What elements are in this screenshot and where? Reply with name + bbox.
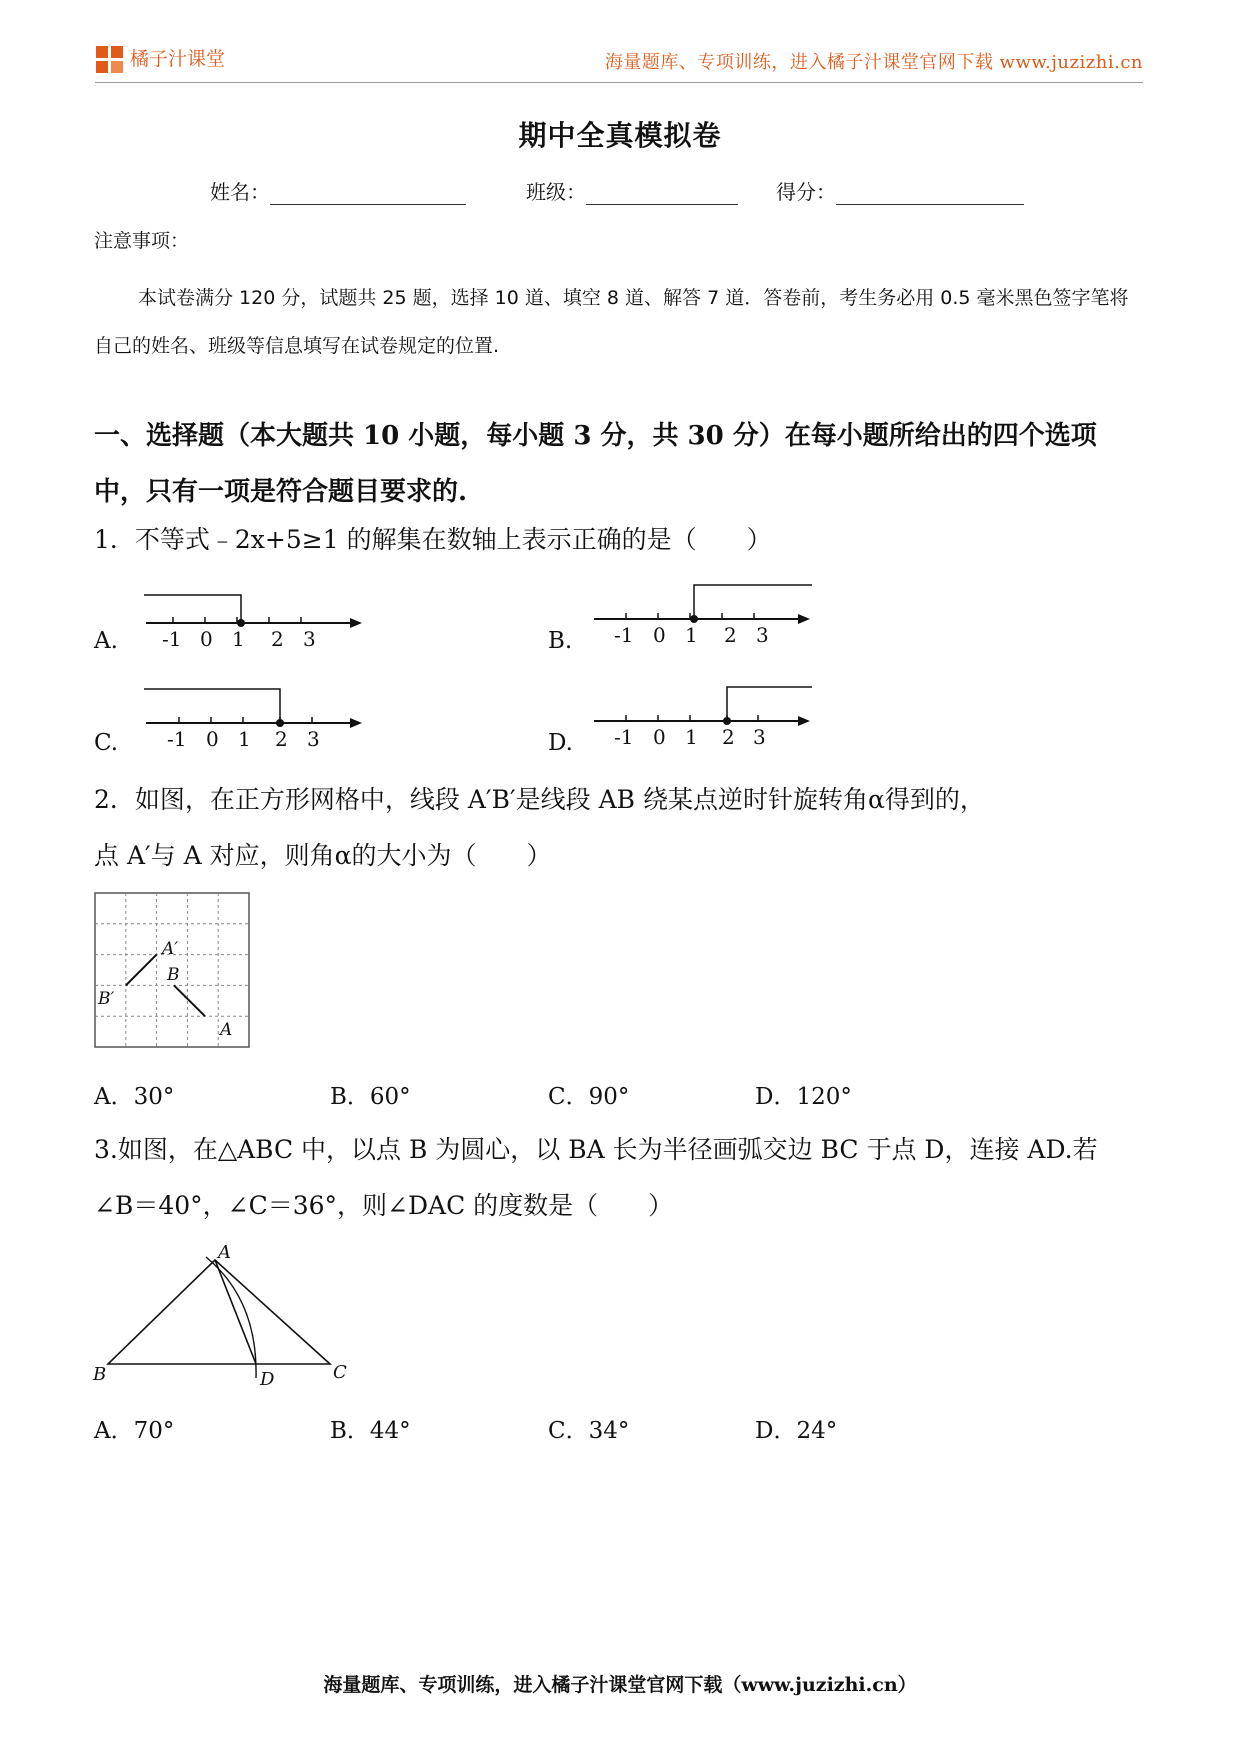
q3-option-b[interactable]: B．44° [330, 1418, 411, 1444]
tick-label: 1 [232, 627, 245, 651]
q2-option-b[interactable]: B．60° [330, 1084, 411, 1110]
tick-label: -1 [162, 627, 182, 651]
tick-label: 0 [653, 725, 666, 749]
tick-label: -1 [614, 725, 634, 749]
tick-label: 0 [206, 727, 219, 751]
q3-triangle-figure [90, 1240, 360, 1392]
segment-ad [215, 1260, 256, 1364]
label-b: B [167, 965, 180, 985]
header-site-link[interactable]: 海量题库、专项训练，进入橘子汁课堂官网下载 www.juzizhi.cn [604, 52, 1143, 73]
tick-label: 2 [275, 727, 288, 751]
tick-label: 1 [685, 725, 698, 749]
q1-option-d-number-line [590, 682, 820, 752]
label-b-prime: B′ [98, 989, 115, 1009]
class-blank[interactable] [586, 184, 738, 205]
page-title: 期中全真模拟卷 [518, 119, 722, 152]
q3-stem-line1: 3.如图，在△ABC 中，以点 B 为圆心，以 BA 长为半径画弧交边 BC 于点 D，连接 AD.若 [94, 1135, 1098, 1164]
q2-grid-figure [94, 892, 250, 1048]
q3-stem-line2: ∠B＝40°，∠C＝36°，则∠DAC 的度数是（ ） [94, 1191, 674, 1220]
tick-label: 3 [303, 627, 316, 651]
q1-option-c-letter[interactable]: C. [94, 730, 119, 756]
label-a-prime: A′ [162, 939, 179, 959]
q1-option-a-number-line [140, 586, 370, 656]
header-divider [95, 82, 1143, 83]
q1-option-b-number-line [590, 580, 820, 650]
q1-option-a-letter[interactable]: A. [94, 628, 118, 654]
q1-option-c-number-line [140, 684, 370, 754]
q3-option-a[interactable]: A．70° [94, 1418, 175, 1444]
class-field [526, 176, 738, 205]
tick-label: 0 [653, 623, 666, 647]
tick-label: 1 [238, 727, 251, 751]
q1-option-b-letter[interactable]: B. [548, 628, 573, 654]
label-a: A [220, 1020, 233, 1040]
q1-stem: 1．不等式﹣2x+5≥1 的解集在数轴上表示正确的是（ ） [94, 525, 772, 554]
tick-label: 2 [271, 627, 284, 651]
q2-option-a[interactable]: A．30° [94, 1084, 175, 1110]
tick-label: 3 [753, 725, 766, 749]
label-a: A [218, 1242, 231, 1263]
name-blank[interactable] [270, 184, 466, 205]
tick-label: 3 [307, 727, 320, 751]
notice-heading: 注意事项： [94, 230, 190, 252]
score-blank[interactable] [836, 184, 1024, 205]
tick-label: 2 [722, 725, 735, 749]
triangle-abc [108, 1260, 330, 1364]
q3-option-c[interactable]: C．34° [548, 1418, 630, 1444]
tick-label: -1 [167, 727, 187, 751]
q3-option-d[interactable]: D．24° [755, 1418, 838, 1444]
label-b: B [93, 1364, 107, 1385]
tick-label: 2 [724, 623, 737, 647]
class-label: 班级： [526, 180, 586, 204]
tick-label: 0 [200, 627, 213, 651]
section-heading: 一、选择题（本大题共 10 小题，每小题 3 分，共 30 分）在每小题所给出的四个选项中，只有一项是符合题目要求的. [94, 421, 1097, 507]
tick-label: -1 [614, 623, 634, 647]
logo-text: 橘子汁课堂 [130, 48, 226, 70]
q2-option-c[interactable]: C．90° [548, 1084, 630, 1110]
name-label: 姓名： [210, 180, 270, 204]
q1-option-d-letter[interactable]: D. [548, 730, 573, 756]
score-label: 得分： [776, 180, 836, 204]
tick-label: 1 [685, 623, 698, 647]
notice-text: 本试卷满分 120 分，试题共 25 题，选择 10 道、填空 8 道、解答 7 道．答卷前，考生务必用 0.5 毫米黑色签字笔将自己的姓名、班级等信息填写在试卷规定的位置. [94, 287, 1129, 357]
segment-a-prime-b-prime [126, 955, 157, 986]
name-field [210, 176, 466, 205]
q2-option-d[interactable]: D．120° [755, 1084, 852, 1110]
label-c: C [333, 1362, 347, 1383]
footer-text: 海量题库、专项训练，进入橘子汁课堂官网下载（www.juzizhi.cn） [323, 1674, 917, 1696]
segment-ab [174, 985, 205, 1016]
score-field [776, 176, 1024, 205]
logo-icon [96, 46, 124, 74]
q2-stem-line2: 点 A′与 A 对应，则角α的大小为（ ） [94, 841, 552, 870]
tick-label: 3 [756, 623, 769, 647]
label-d: D [260, 1369, 275, 1390]
q2-stem-line1: 2．如图，在正方形网格中，线段 A′B′是线段 AB 绕某点逆时针旋转角α得到的， [94, 785, 985, 814]
